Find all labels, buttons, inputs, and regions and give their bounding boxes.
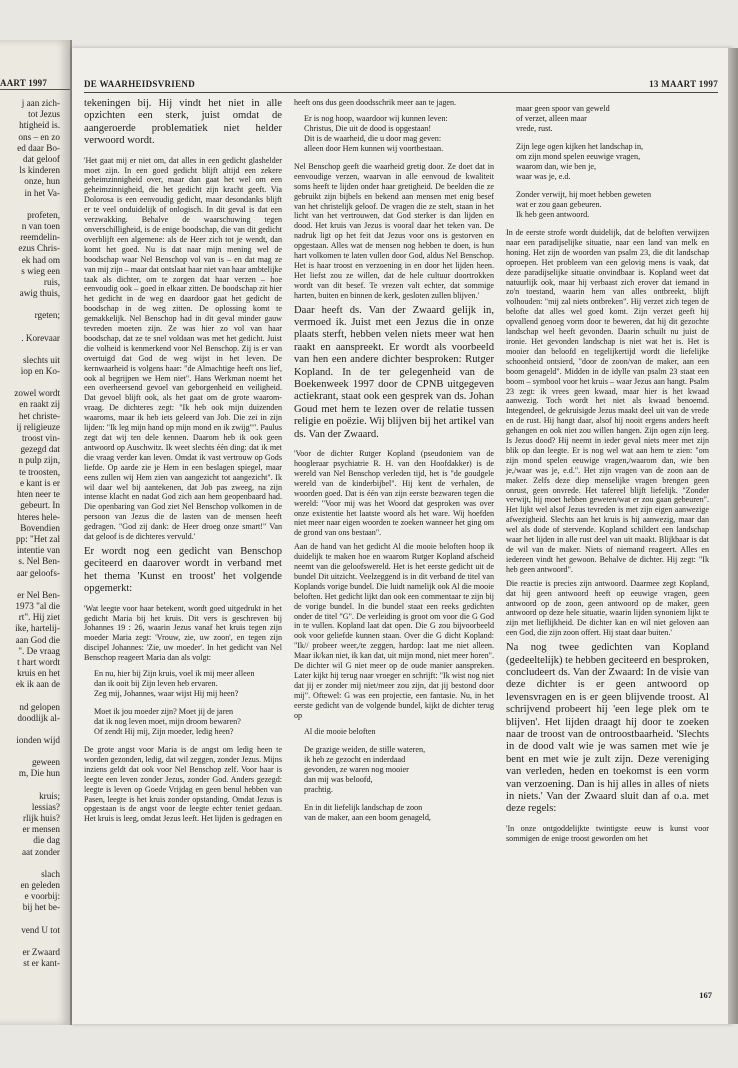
left-text-line: t hart wordt (17, 656, 60, 667)
magazine-title: DE WAARHEIDSVRIEND (84, 79, 196, 89)
quote-paragraph: 'In onze ontgoddelijkte twintigste eeuw is kunst voor sommigen de enige troost geworden om het (506, 823, 709, 843)
left-text-line: ". De vraag (18, 645, 60, 656)
left-text-line: e kant is er (19, 477, 60, 488)
poem-stanza: De grazige weiden, de stille wateren, ik heb ze gezocht en inderdaad gevonden, ze waren nog mooier dan mij was beloofd, prachtig. (304, 744, 426, 794)
left-text-line: ruis, (43, 277, 60, 288)
left-page-sliver (0, 40, 72, 1025)
poem-stanza: Moet ik jou moeder zijn? Moet jij de jaren dat ik nog leven moet, mijn droom bewaren? Of zendt Hij mij, Zijn moeder, ledig heen? (94, 707, 241, 737)
left-text-line: zowel wordt (14, 388, 60, 399)
lead-paragraph: Er wordt nog een gedicht van Benschop geciteerd en daarover wordt in verband met het thema 'Kunst en troost' het volgende opgemerkt: (84, 545, 282, 595)
left-text-line: slach (41, 868, 60, 879)
left-text-line: vend U tot (21, 924, 60, 935)
left-text-line: aan God die (15, 634, 60, 645)
left-text-line: awig thuis, (19, 288, 60, 299)
left-text-line: ek had om (21, 254, 60, 265)
left-text-line: rt". Hij ziet (18, 612, 60, 623)
left-text-gap (0, 780, 60, 791)
left-text-gap (0, 724, 60, 735)
left-text-line: st er kant- (23, 958, 60, 968)
quote-paragraph: 'Voor de dichter Rutger Kopland (pseudoniem van de hoogleraar psychiatrie R. H. van den Hoofdakker) is de wereld van Nel Benschop verleden tijd, het is "de goudgele wereld van de kinderbijbel". Hij kent de verhalen, de woorden goed. Dat is één van zijn eerste bezwaren tegen die wereld: "Voor mij was het Woord dat gesproken was over onze existentie het laatste woord als het ware. Wij hoefden niet meer naar eigen woorden te zoeken wanneer het ging om de grond van ons bestaan". (294, 449, 494, 538)
left-text-line: en raakt zij (19, 399, 60, 410)
left-text-line: lessias? (31, 801, 60, 812)
left-text-line: n van toen (21, 221, 60, 232)
left-text-line: gebeurt. In (20, 500, 60, 511)
left-text-line: ionden wijd (16, 734, 60, 745)
lead-paragraph: Na nog twee gedichten van Kopland (gedeeltelijk) te hebben geciteerd en besproken, concludeert ds. Van der Zwaard: In de visie van deze dichter is er geen antwoord op levensvragen en is er geen blijvende troost. Al schrijvend probeert hij 'een lege plek om te blijven'. Het lijden draagt hij door te zoeken naar de troost van de ontroostbaarheid. 'Slechts in de dood valt wie je was samen met wie je bent en met wie je zult zijn. Deze vereniging van verleden, heden en toekomst is een vorm van verzoening. Dan is hij alles in alles of niets in niets.' Van der Zwaard sluit dan af o.a. met deze regels: (506, 642, 709, 815)
quote-paragraph: In de eerste strofe wordt duidelijk, dat de beloften verwijzen naar een paradijselijke situatie, naar een land van melk en honing. Het zijn de woorden van psalm 23, die dit landschap oproepen. Het probleem van een gelovig mens is vaak, dat deze paradijselijke situatie onvindbaar is. Kopland weet dat natuurlijk ook, maar hij verbaast zich erover dat iemand in zo'n toestand, waarin hem van alles ontbreekt, blijft volhouden: "mij zal niets ontbreken". Hij verzet zich tegen de belofte dat alles wel goed komt. Zijn verzet geeft hij opvallend genoeg vorm door te beweren, dat hij dit gezochte landschap wel heeft gevonden. Daarin schuilt nu juist de ironie. Het gevonden landschap is niet wat het is. Het is mooier dan beloofd en tegelijkertijd wordt die liefelijke schoonheid ontsierd, "door de zoon/van de maker, aan een boom genageld". Midden in de idylle van psalm 23 staat een boom – symbool voor het kruis – waar Jezus aan hangt. Psalm 23 zegt: ik vrees geen kwaad, maar hier is het kwaad aanwezig. Toch wordt het niet als kwaad benoemd. Integendeel, de gekruisigde Jezus maakt deel uit van de vrede en de rust. Hij hangt daar, alsof hij nooit ergens anders heeft gehangen en ook niet zou willen hangen. Zijn ogen zijn leeg. Is Jezus dood? Hij neemt in ieder geval niets meer met zijn blik op dan leegte. Er is nog wel wat aan hem te zien: "om zijn mond spelen eeuwige vragen,/waarom dan, wie ben je,/waar was je, e.d.". Het zijn vragen van de zoon aan de maker. Zelfs deze diep menselijke vragen brengen geen onrust, geen onvrede. Het tafereel blijft liefelijk. "Zonder verwijt, hij moet hebben geweten/wat er zou gaan gebeuren". Het lijkt wel alsof Jezus tevreden is met zijn eigen aanwezige afwezigheid. Slechts aan het kruis is hij aanwezig, maar dan wel als dode of stervende. Kopland schildert een landschap waar het lijden in alle rust deel van uit maakt. Blijkbaar is dat de wil van de maker. Niets of niemand reageert. Alles en iedereen vindt het gewoon. Behalve de dichter. Hij zegt: "Ik heb geen antwoord". (506, 228, 709, 574)
left-text-line: s wieg een (21, 265, 60, 276)
running-header (84, 78, 718, 93)
left-text-line: er Zwaard (22, 946, 60, 957)
left-text-line: het christe- (18, 410, 60, 421)
left-text-line: ezus Chris- (18, 243, 60, 254)
quote-paragraph: De grote angst voor Maria is de angst om ledig heen te worden gezonden, ledig, dat wil zeggen, zonder Jezus. Mijns inziens geldt dat ook voor Nel Benschop zelf. Voor haar is leegte een leven zonder Jezus, zonder God. Anders gezegd: leegte is leven op Goede Vrijdag en geen benul hebben van Pasen, leegte is het kruis zonder opstanding. Omdat Jezus is opgestaan is de angst voor de leegte echter teniet gedaan. Het kruis is leeg, omdat Jezus leeft. Het lijden is gedragen en (84, 745, 283, 824)
left-text-line: ed daar Bo- (17, 142, 60, 153)
left-text-line: hten neer te (17, 489, 60, 500)
left-text-line: ek ik aan de (15, 679, 60, 690)
left-text-line: rlijk huis? (22, 812, 60, 823)
left-text-line: te troosten, (19, 466, 60, 477)
quote-paragraph: Nel Benschop geeft die waarheid gretig door. Ze doet dat in eenvoudige verzen, waarvan in alle eenvoud de kwaliteit soms heeft te lijden onder haar gretigheid. De beelden die ze gebruikt zijn bijbels en bekend aan mensen met enig besef van het christelijk geloof. De vragen die ze stelt, staan in het licht van het vertrouwen, dat God sterker is dan lijden en dood. Het kruis van Jezus is vooral daar het teken van. De nadruk ligt op het feit dat Jezus voor ons is gestorven en opgestaan. Alles wat de mensen nog hebben te doen, is hun hart volkomen te laten vullen door God, aldus Nel Benschop. Het is haar troost en verzoening in en door het lijden heen. Het liefst zou ze willen, dat de hele cultuur doortrokken wordt van dit besef. Te vrezen valt echter, dat sommige harten, buiten en binnen de kerk, gesloten zullen blijven.' (294, 161, 494, 300)
column-3 (506, 98, 709, 848)
left-text-line: ls kinderen (19, 165, 60, 176)
page (72, 48, 732, 1024)
left-text-gap (0, 691, 60, 702)
poem-stanza: En in dit liefelijk landschap de zoon van de maker, aan een boom genageld, (304, 802, 431, 822)
left-text-line: gezegd dat (20, 444, 60, 455)
left-text-line: Bovendien (20, 522, 60, 533)
left-text-line: aat zonder (21, 846, 60, 857)
poem-stanza: maar geen spoor van geweld of verzet, alleen maar vrede, rust. (516, 104, 610, 133)
left-text-line: s. Nel Ben- (18, 556, 60, 567)
left-text-gap (0, 746, 60, 757)
left-text-line: pp: "Het zal (15, 533, 60, 544)
issue-date: 13 MAART 1997 (649, 79, 718, 89)
quote-paragraph: Die reactie is precies zijn antwoord. Daarmee zegt Kopland, dat hij geen antwoord heeft op eeuwige vragen, geen antwoord op de zoon, geen antwoord op de maker, geen antwoord op deze hele situatie, waarin lijden synoniem lijkt te zijn met lieflijkheid. De dichter kan en wil niet geloven aan een God, die zijn zoon offert. Hij staat daar buiten.' (506, 578, 709, 638)
left-text-line: slechts uit (22, 354, 60, 365)
left-page-text (0, 98, 60, 980)
quote-paragraph: 'Het gaat mij er niet om, dat alles in een gedicht glashelder moet zijn. In een goed gedicht blijft altijd een zekere geheimzinnigheid over, maar dan gaat het wel om een geheimzinnigheid, die het gedicht zijn kracht geeft. Via Dolorosa is een eenvoudig gedicht, maar desondanks blijft er te veel onduidelijk of onlogisch. In dit geval is dat een verzwakking. Behalve de waarschuwing tegen onverschilligheid, is de enige boodschap, die van dit gedicht overblijft een algemene: als de Heer zich tot je wendt, dan komt het goed. Nu is dat naar mijn mening wel de boodschap waar Nel Benschop vol van is – en dat mag ze van mij zijn – maar dat ontslaat haar niet van haar ambtelijke taak als dichter, om te zorgen dat haar verzen – hoe eenvoudig ook – goed in elkaar zitten. De boodschap zit hier het gedicht in de weg en daardoor gaat het gedicht de boodschap in de weg zitten. De oplossing komt te gemakkelijk. Nel Benschop had in dit geval minder gauw tevreden moeten zijn. Ze was hier zo vol van haar boodschap, dat ze te snel voldaan was met het gedicht. Juist die volheid is kenmerkend voor Nel Benschop. Zij is er van overtuigd dat God de weg wijst in het leven. De kernwaarheid is volgens haar: "de Almachtige heeft ons lief, ook al begrijpen we Hem niet". Hans Werkman noemt het een overheersend gevoel van geborgenheid en veiligheid. Dat gevoel blijft ook, als het gaat om de grote waarom-vraag. De dichteres zegt: "Ik heb ook mijn duizenden waaroms, maar ik heb iets geleerd van Job. Die zei in zijn lijden: "Ik leg mijn hand op mijn mond en ik zwijg"". Paulus zegt dat wij ten dele kennen. Daarom heb ik ook geen antwoord op Auschwitz. Ik weet slechts één ding: dat ik met die vraag verder kan leven. Omdat ik vast vertrouw op Gods liefde. Op aarde zie je Hem in een beslagen spiegel, maar eens zullen wij Hem zien van aangezicht tot aangezicht". Ik wil daar wel bij aantekenen, dat Job pas zweeg, na zijn intense klacht en nadat God zich aan hem geopenbaard had. Die openbaring van God ziet Nel Benschop volkomen in de persoon van Jezus die de lasten van de mensen heeft gedragen. "God zij dank: de Heer droeg onze smart!" Van dat geloof is de dichteres vervuld.' (84, 155, 282, 542)
left-text-line: ons – en zo (18, 131, 60, 142)
left-text-line: intentie van (16, 545, 60, 556)
left-text-line: geween (31, 757, 60, 768)
left-text-line: in het Va- (24, 187, 60, 198)
left-text-line: m, Die hun (18, 768, 60, 779)
left-page-header: AART 1997 (0, 78, 70, 90)
page-number: 167 (699, 990, 712, 1000)
quote-paragraph: 'Wat leegte voor haar betekent, wordt goed uitgedrukt in het gedicht Maria bij het kruis. Dit vers is geschreven bij Johannes 19 : 26, waarin Jezus vanaf het kruis tegen zijn moeder Maria zegt: 'Vrouw, zie, uw zoon', en tegen zijn discipel Johannes: 'Zie, uw moeder'. In het gedicht van Nel Benschop reageert Maria dan als volgt: (84, 603, 282, 663)
left-text-line: e voorbij: (24, 891, 60, 902)
left-text-line: hteres hele- (17, 511, 60, 522)
poem-stanza: Zijn lege ogen kijken het landschap in, om zijn mond spelen eeuwige vragen, waarom dan, wie ben je, waar was je, e.d. (516, 142, 644, 181)
column-1 (84, 98, 282, 828)
left-text-gap (0, 914, 60, 925)
left-text-line: j aan zich- (21, 98, 60, 108)
left-text-line: . Korevaar (21, 332, 60, 343)
left-text-gap (0, 199, 60, 210)
left-text-line: 1973 "al die (15, 600, 60, 611)
column-2 (294, 98, 494, 831)
left-text-line: aar geloofs- (16, 567, 60, 578)
left-text-line: ij religieuze (16, 421, 60, 432)
left-text-line: profeten, (27, 209, 60, 220)
left-text-line: dat geloof (23, 154, 60, 165)
poem-title: Al die mooie beloften (304, 726, 376, 736)
left-text-line: reemdelin- (20, 232, 60, 243)
lead-paragraph: tekeningen bij. Hij vindt het niet in alle opzichten een sterk, juist omdat de aangeroerde problematiek niet helder verwoord wordt. (84, 98, 282, 147)
left-text-line: nd gelopen (19, 701, 60, 712)
left-text-line: n pulp zijn, (18, 455, 60, 466)
poem-stanza: En nu, hier bij Zijn kruis, voel ik mij meer alleen dan ik ooit bij Zijn leven heb ervaren. Zeg mij, Johannes, waar wijst Hij mij heen? (94, 669, 255, 699)
left-text-gap (0, 322, 60, 333)
left-text-gap (0, 344, 60, 355)
left-text-line: ike, hartelij- (15, 623, 60, 634)
quote-paragraph: heeft ons dus geen doodsschrik meer aan te jagen. (294, 98, 457, 107)
left-text-line: kruis en het (17, 668, 60, 679)
left-text-line: onze, hun (24, 176, 60, 187)
left-text-line: htigheid is. (19, 120, 60, 131)
quote-paragraph: Aan de hand van het gedicht Al die mooie beloften hoop ik duidelijk te maken hoe en waarom Rutger Kopland afscheid neemt van die geloofswereld. Het is het eerste gedicht uit de bundel Dit uitzicht. Veelzeggend is in dit verband de titel van Koplands vorige bundel. Die luidt namelijk ook Al die mooie beloften. Het gedicht lijkt dan ook een commentaar te zijn bij de vorige bundel. In die bundel staat een reeks gedichten onder de titel "G". De verleiding is groot om voor die G God in te vullen. Kopland laat dat open. Die G zou bijvoorbeeld ook voor geliefde kunnen staan. Over die G dicht Kopland: "Ik// probeer weer,/te zeggen, hardop: laat me niet alleen. Maar ik/kan niet, ik kan dat, uit mijn mond, niet meer horen". De dichter wil G niet meer op de oude manier aanspreken. Later kijkt hij terug naar vroeger en schrijft: "Ik wist nog niet dat jij er zonder mij niet/meer zou zijn, dat jij bestond door mij". Oftewel: G was een projectie, een fantasie. Nu, in het eerste gedicht van de volgende bundel, kijkt de dichter terug op (294, 542, 494, 720)
poem-stanza: Er is nog hoop, waardoor wij kunnen leven: Christus, Die uit de dood is opgestaan! Dit is de waarheid, die u door mag geven: alleen door Hem kunnen wij voortbestaan. (304, 113, 448, 153)
left-text-line: er mensen (22, 824, 60, 835)
left-text-line: iop en Ko- (20, 366, 60, 377)
page-edge-shadow (728, 48, 738, 1024)
left-text-line: die dag (33, 835, 60, 846)
left-text-line: rgeten; (34, 310, 60, 321)
left-text-line: troost vin- (21, 433, 60, 444)
left-text-line: doodlijk al- (17, 712, 60, 723)
lead-paragraph: Daar heeft ds. Van der Zwaard gelijk in, vermoed ik. Juist met een Jezus die in onze plaats sterft, hebben velen niets meer wat hen raakt en aanspreekt. Er wordt als voorbeeld van hen een andere dichter besproken: Rutger Kopland. In de ter gelegenheid van de Boekenweek 1997 door de CPNB uitgegeven actiekrant, staat ook een gesprek van ds. Johan Goud met hem te lezen over de relatie tussen religie en poëzie. Wij blijven bij het artikel van ds. Van der Zwaard. (294, 304, 494, 440)
left-text-gap (0, 969, 60, 980)
left-text-line: kruis; (39, 790, 60, 801)
left-text-line: er Nel Ben- (17, 589, 60, 600)
left-text-gap (0, 858, 60, 869)
poem-stanza: Zonder verwijt, hij moet hebben geweten wat er zou gaan gebeuren. Ik heb geen antwoord. (516, 190, 652, 219)
left-text-gap (0, 936, 60, 947)
left-text-line: en geleden (20, 879, 60, 890)
left-text-gap (0, 579, 60, 590)
left-text-gap (0, 377, 60, 388)
left-text-line: bij het be- (22, 902, 60, 913)
left-text-line: tot Jezus (28, 109, 60, 120)
left-text-gap (0, 299, 60, 310)
